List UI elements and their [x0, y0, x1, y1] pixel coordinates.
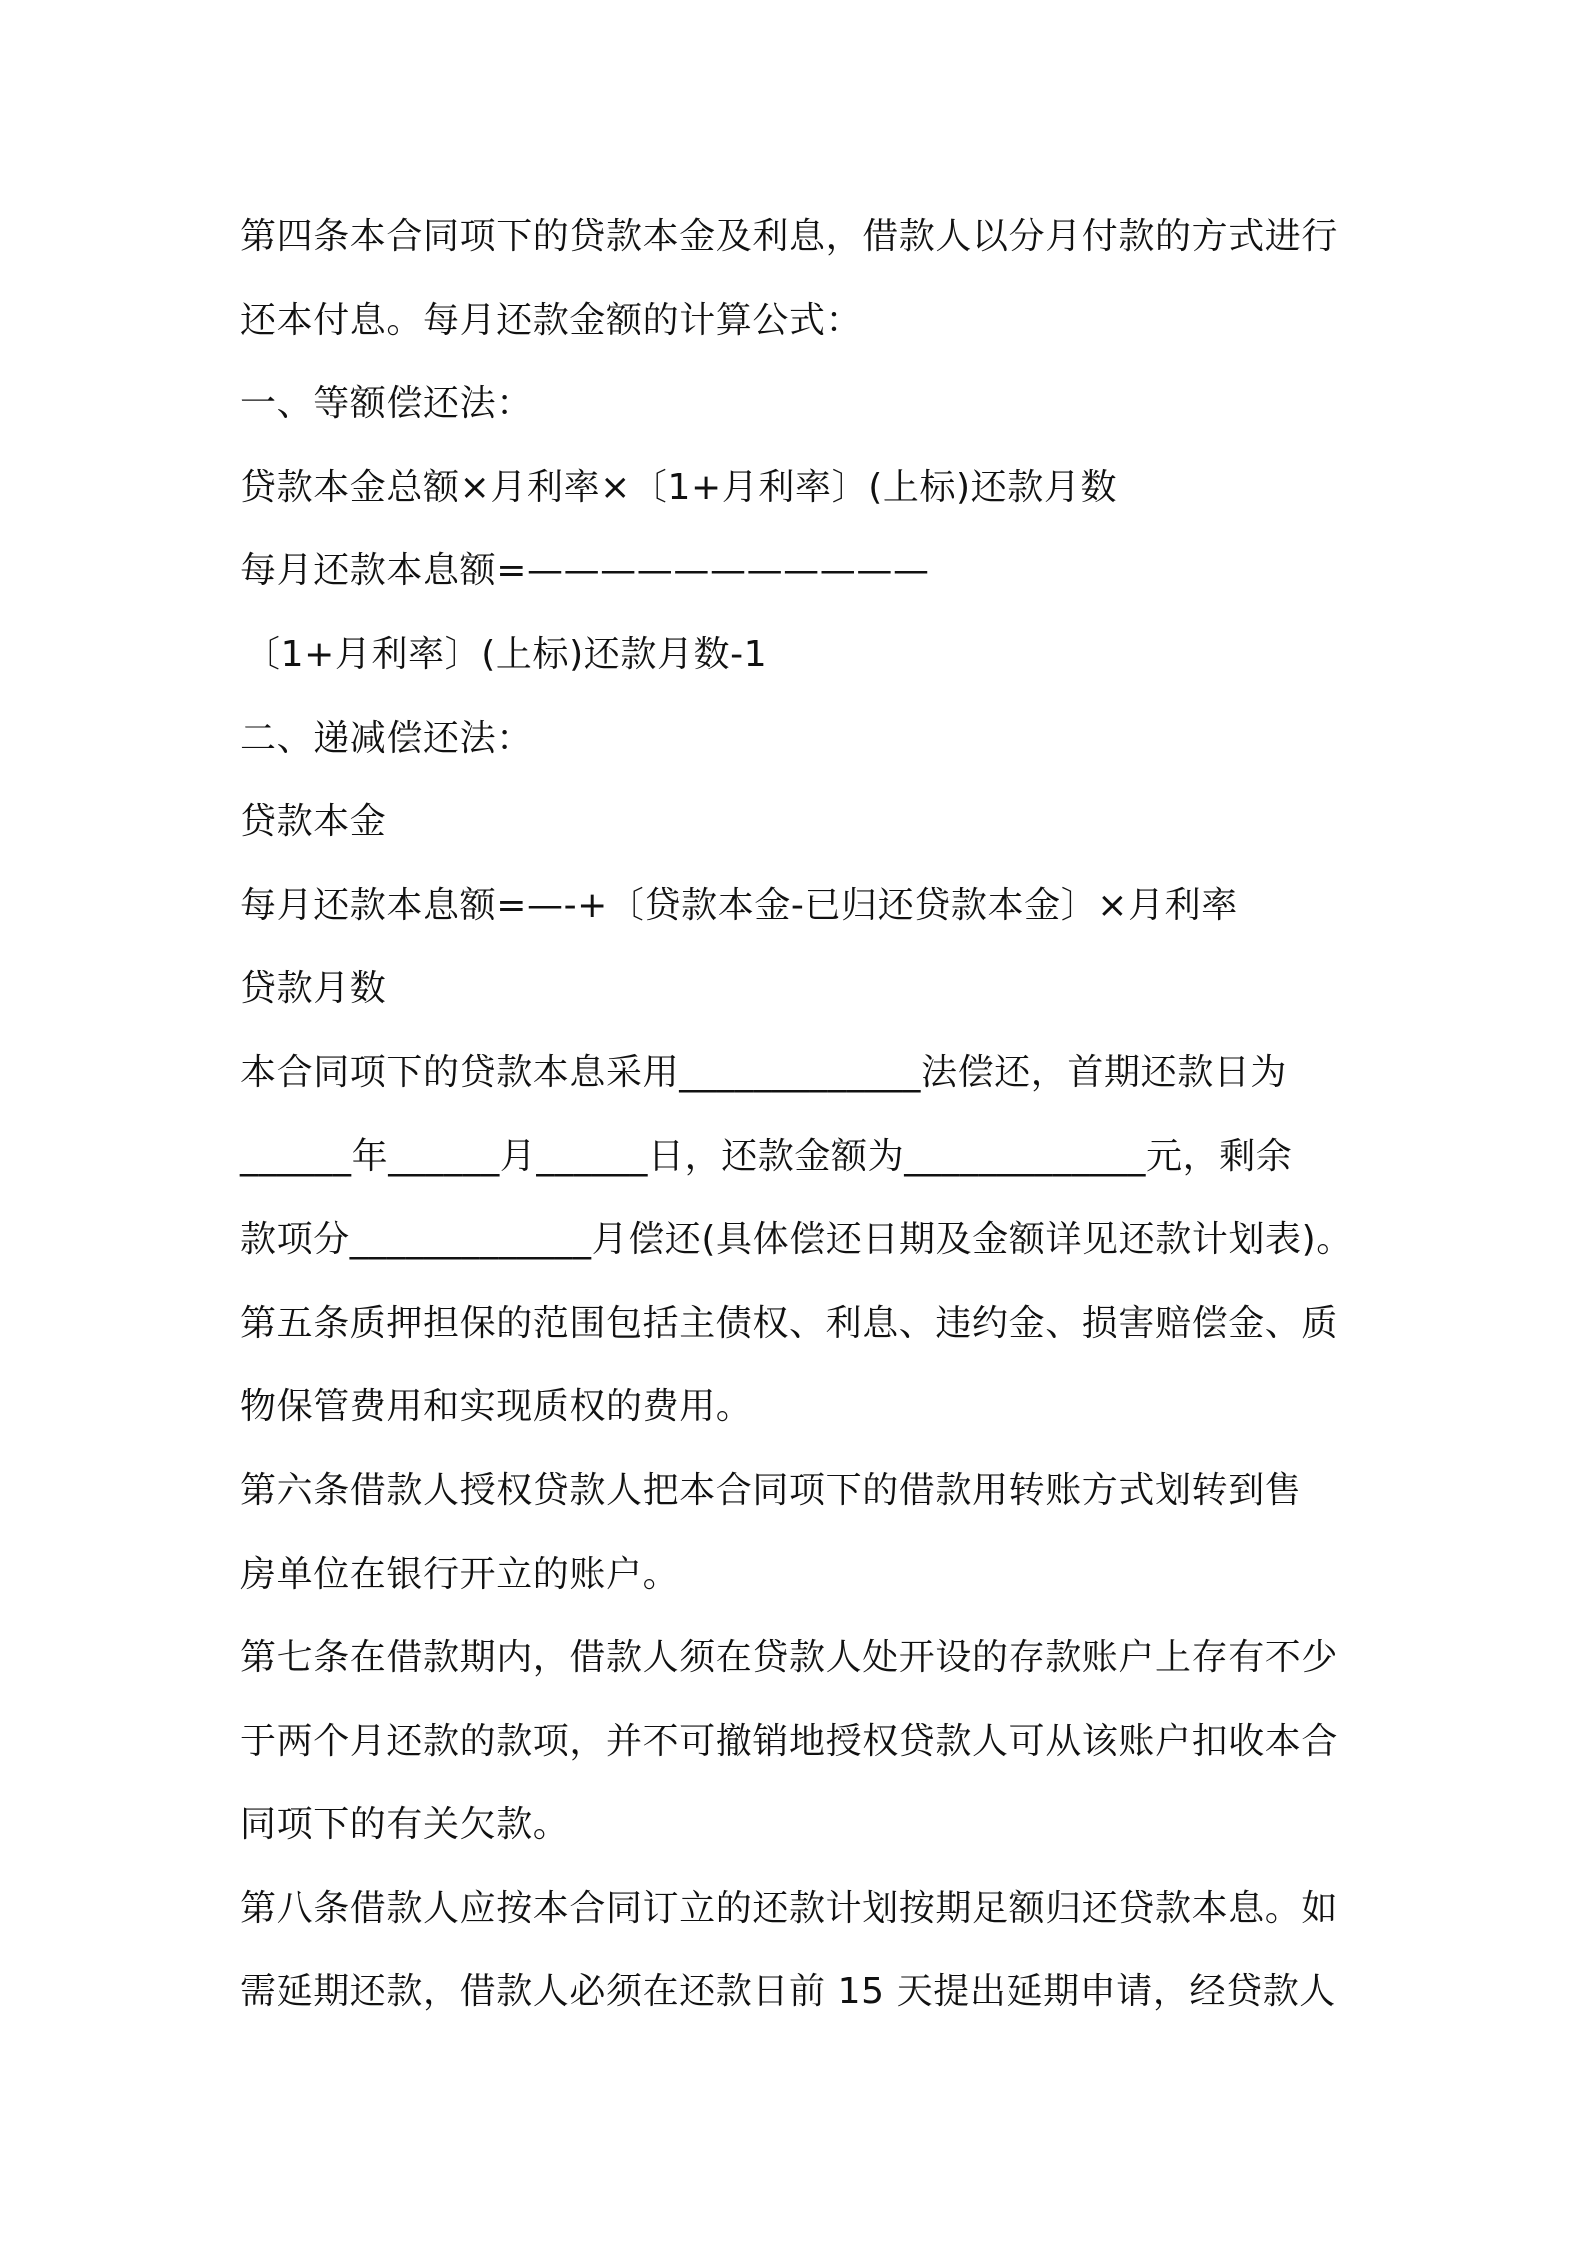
text-line: 还本付息。每月还款金额的计算公式： [240, 299, 863, 341]
text-line: 第五条质押担保的范围包括主债权、利息、违约金、损害赔偿金、质 [240, 1302, 1339, 1344]
formula-line: 每月还款本息额=—-+〔贷款本金-已归还贷款本金〕×月利率 [240, 884, 1238, 926]
text-line: 物保管费用和实现质权的费用。 [240, 1386, 753, 1428]
section-heading: 二、递减偿还法： [240, 717, 533, 759]
text-line: 第六条借款人授权贷款人把本合同项下的借款用转账方式划转到售 [240, 1469, 1302, 1511]
text-line: 第四条本合同项下的贷款本金及利息，借款人以分月付款的方式进行 [240, 216, 1339, 257]
text-line: ______年______月______日，还款金额为_____________元，剩余 [240, 1135, 1293, 1177]
formula-denominator: 贷款月数 [240, 968, 387, 1010]
text-line: 本合同项下的贷款本息采用_____________法偿还，首期还款日为 [240, 1051, 1287, 1093]
formula-denominator: 〔1+月利率〕(上标)还款月数-1 [244, 633, 768, 675]
section-heading: 一、等额偿还法： [240, 383, 533, 425]
text-line: 需延期还款，借款人必须在还款日前 15 天提出延期申请，经贷款人 [240, 1971, 1336, 2013]
text-line: 款项分_____________月偿还(具体偿还日期及金额详见还款计划表)。 [240, 1219, 1353, 1261]
text-line: 于两个月还款的款项，并不可撤销地授权贷款人可从该账户扣收本合 [240, 1720, 1339, 1762]
formula-line: 每月还款本息额=——————————— [240, 550, 930, 592]
text-line: 房单位在银行开立的账户。 [240, 1553, 680, 1595]
formula-numerator: 贷款本金 [240, 801, 387, 843]
contract-text-body [240, 195, 1380, 2034]
formula-numerator: 贷款本金总额×月利率×〔1+月利率〕(上标)还款月数 [240, 466, 1118, 508]
text-line: 第八条借款人应按本合同订立的还款计划按期足额归还贷款本息。如 [240, 1887, 1339, 1929]
text-line: 同项下的有关欠款。 [240, 1804, 570, 1846]
text-line: 第七条在借款期内，借款人须在贷款人处开设的存款账户上存有不少 [240, 1637, 1339, 1679]
